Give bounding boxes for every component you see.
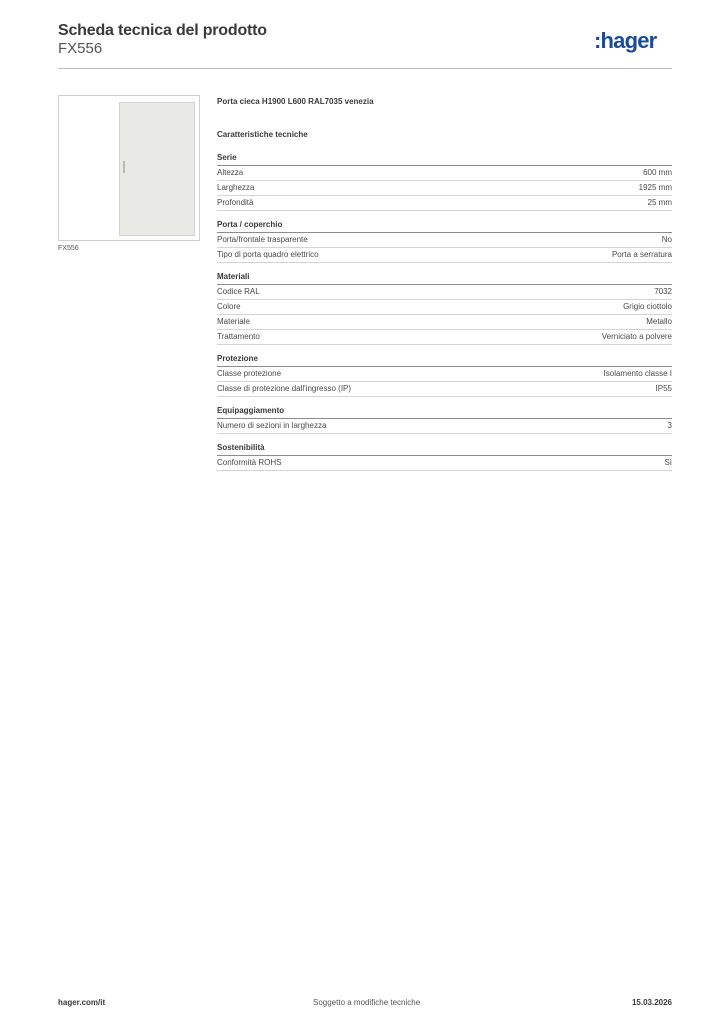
spec-label: Numero di sezioni in larghezza [217, 421, 327, 430]
spec-value: Verniciato a polvere [601, 332, 672, 341]
section-materiali [217, 272, 672, 345]
spec-value: IP55 [655, 384, 672, 393]
spec-value: No [661, 235, 672, 244]
spec-row [217, 233, 672, 248]
spec-row [217, 382, 672, 397]
spec-row [217, 330, 672, 345]
spec-row [217, 367, 672, 382]
section-title: Materiali [217, 272, 672, 285]
footer-date: 15.03.2026 [631, 998, 672, 1007]
spec-label: Colore [217, 302, 241, 311]
spec-row [217, 196, 672, 211]
spec-value: Porta a serratura [611, 250, 672, 259]
section-title: Protezione [217, 354, 672, 367]
header-divider [58, 68, 672, 69]
spec-label: Classe di protezione dall'ingresso (IP) [217, 384, 352, 393]
spec-label: Larghezza [217, 183, 255, 192]
spec-row [217, 285, 672, 300]
spec-value: Metallo [646, 317, 672, 326]
spec-row [217, 300, 672, 315]
section-title: Sostenibilità [217, 443, 672, 456]
spec-row [217, 181, 672, 196]
section-serie [217, 153, 672, 211]
page-title: Scheda tecnica del prodotto [58, 22, 267, 39]
section-title: Equipaggiamento [217, 406, 672, 419]
spec-label: Profondità [217, 198, 254, 207]
spec-label: Conformità ROHS [217, 458, 282, 467]
spec-row [217, 456, 672, 471]
spec-row [217, 419, 672, 434]
spec-value: 3 [667, 421, 672, 430]
door-handle [123, 161, 125, 173]
spec-label: Tipo di porta quadro elettrico [217, 250, 319, 259]
footer-website-link[interactable]: hager.com/it [58, 998, 106, 1007]
section-protezione [217, 354, 672, 397]
spec-row [217, 166, 672, 181]
spec-value: Isolamento classe I [603, 369, 672, 378]
spec-value: Sì [664, 458, 672, 467]
hager-logo[interactable]: :hager [594, 28, 657, 53]
image-caption: FX556 [58, 245, 79, 252]
section-title: Porta / coperchio [217, 220, 672, 233]
product-code: FX556 [58, 40, 103, 57]
spec-label: Trattamento [217, 332, 260, 341]
specifications [217, 96, 672, 471]
product-description: Porta cieca H1900 L600 RAL7035 venezia [217, 97, 374, 106]
spec-row [217, 248, 672, 263]
spec-label: Codice RAL [217, 287, 260, 296]
spec-label: Altezza [217, 168, 244, 177]
spec-value: 25 mm [647, 198, 672, 207]
section-title: Serie [217, 153, 672, 166]
spec-value: Grigio ciottolo [623, 302, 672, 311]
spec-label: Porta/frontale trasparente [217, 235, 308, 244]
spec-label: Classe protezione [217, 369, 282, 378]
footer-note: Soggetto a modifiche tecniche [313, 998, 421, 1007]
section-sostenibilita [217, 443, 672, 471]
door-panel-image [119, 102, 195, 236]
spec-value: 1925 mm [638, 183, 672, 192]
spec-row [217, 315, 672, 330]
section-porta-coperchio [217, 220, 672, 263]
spec-label: Materiale [217, 317, 250, 326]
tech-characteristics-title: Caratteristiche tecniche [217, 130, 308, 139]
section-equipaggiamento [217, 406, 672, 434]
spec-value: 600 mm [643, 168, 672, 177]
product-image-frame [58, 95, 200, 241]
spec-value: 7032 [654, 287, 672, 296]
